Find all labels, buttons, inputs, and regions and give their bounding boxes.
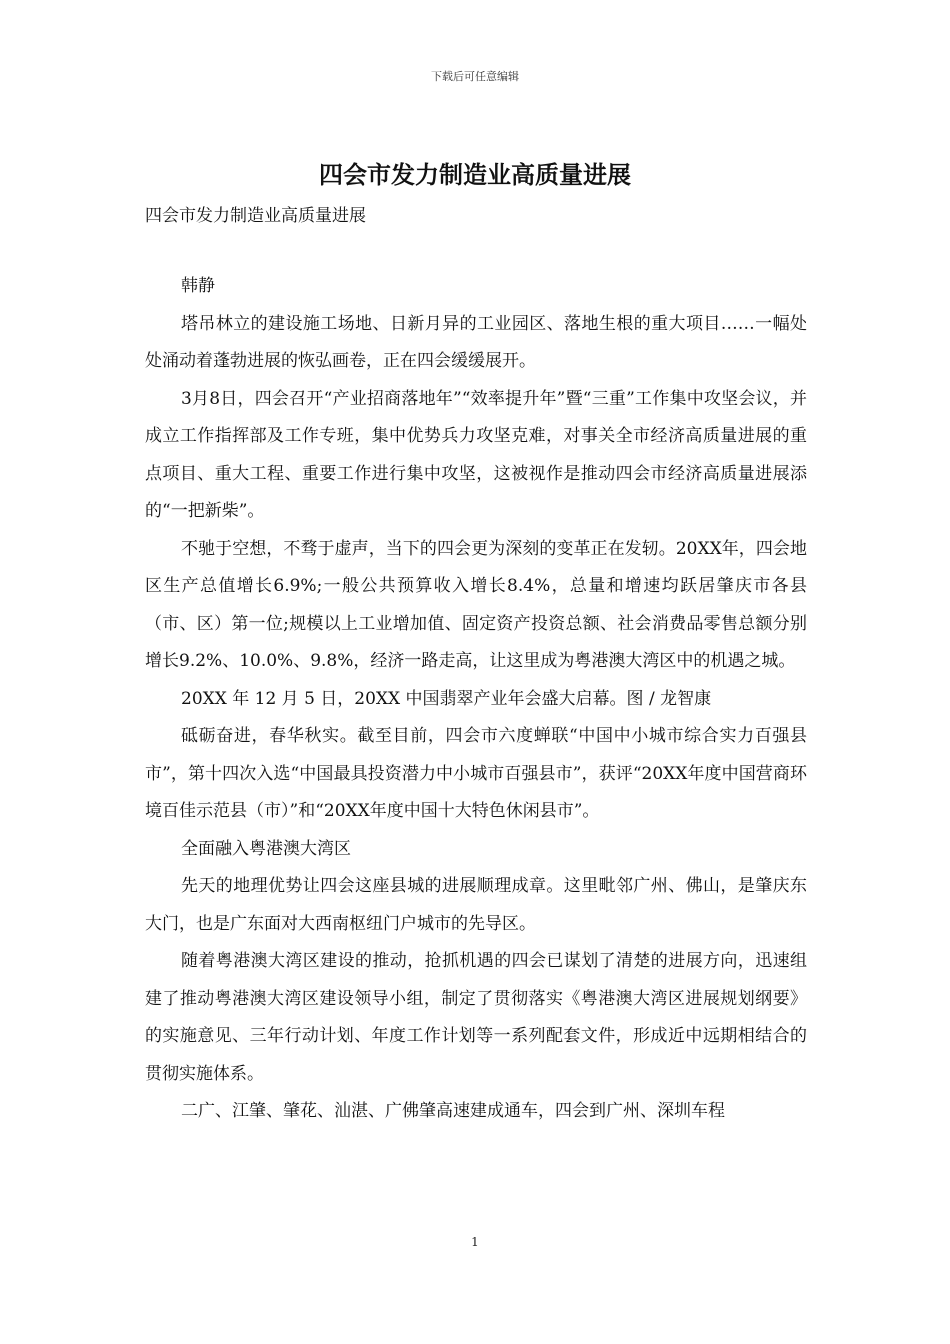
paragraph-honors: 砥砺奋进，春华秋实。截至目前，四会市六度蝉联“中国中小城市综合实力百强县市”，第十四次入选“中国最具投资潜力中小城市百强县市”，获评“20XX年度中国营商环境百佳示范县（市）”和“20XX年度中国十大特色休闲县市”。 bbox=[145, 726, 807, 821]
document-subtitle: 四会市发力制造业高质量进展 bbox=[145, 206, 366, 226]
paragraph-geography: 先天的地理优势让四会这座县城的进展顺理成章。这里毗邻广州、佛山，是肇庆东大门，也是广东面对大西南枢纽门户城市的先导区。 bbox=[145, 876, 807, 934]
page-number: 1 bbox=[471, 1235, 479, 1249]
author-line: 韩静 bbox=[181, 276, 215, 296]
document-body bbox=[145, 268, 807, 1131]
paragraph-intro: 塔吊林立的建设施工场地、日新月异的工业园区、落地生根的重大项目……一幅处处涌动着蓬勃进展的恢弘画卷，正在四会缓缓展开。 bbox=[145, 313, 807, 371]
section-heading: 全面融入粤港澳大湾区 bbox=[181, 838, 351, 859]
paragraph-meeting: 3月8日，四会召开“产业招商落地年”“效率提升年”暨“三重”工作集中攻坚会议，并成立工作指挥部及工作专班，集中优势兵力攻坚克难，对事关全市经济高质量进展的重点项目、重大工程、重要工作进行集中攻坚，这被视作是推动四会市经济高质量进展添的“一把新柴”。 bbox=[145, 388, 807, 521]
header-note: 下载后可任意编辑 bbox=[431, 70, 519, 83]
paragraph-economy: 不驰于空想，不骛于虚声，当下的四会更为深刻的变革正在发轫。20XX年，四会地区生产总值增长6.9%;一般公共预算收入增长8.4%，总量和增速均跃居肇庆市各县（市、区）第一位;规模以上工业增加值、固定资产投资总额、社会消费品零售总额分别增长9.2%、10.0%、9.8%，经济一路走高，让这里成为粤港澳大湾区中的机遇之城。 bbox=[145, 538, 807, 671]
photo-caption: 20XX 年 12 月 5 日，20XX 中国翡翠产业年会盛大启幕。图 / 龙智康 bbox=[181, 688, 712, 709]
paragraph-highways: 二广、江肇、肇花、汕湛、广佛肇高速建成通车，四会到广州、深圳车程 bbox=[181, 1101, 725, 1121]
document-title: 四会市发力制造业高质量进展 bbox=[319, 160, 631, 189]
paragraph-greater-bay: 随着粤港澳大湾区建设的推动，抢抓机遇的四会已谋划了清楚的进展方向，迅速组建了推动粤港澳大湾区建设领导小组，制定了贯彻落实《粤港澳大湾区进展规划纲要》的实施意见、三年行动计划、年度工作计划等一系列配套文件，形成近中远期相结合的贯彻实施体系。 bbox=[145, 951, 807, 1084]
